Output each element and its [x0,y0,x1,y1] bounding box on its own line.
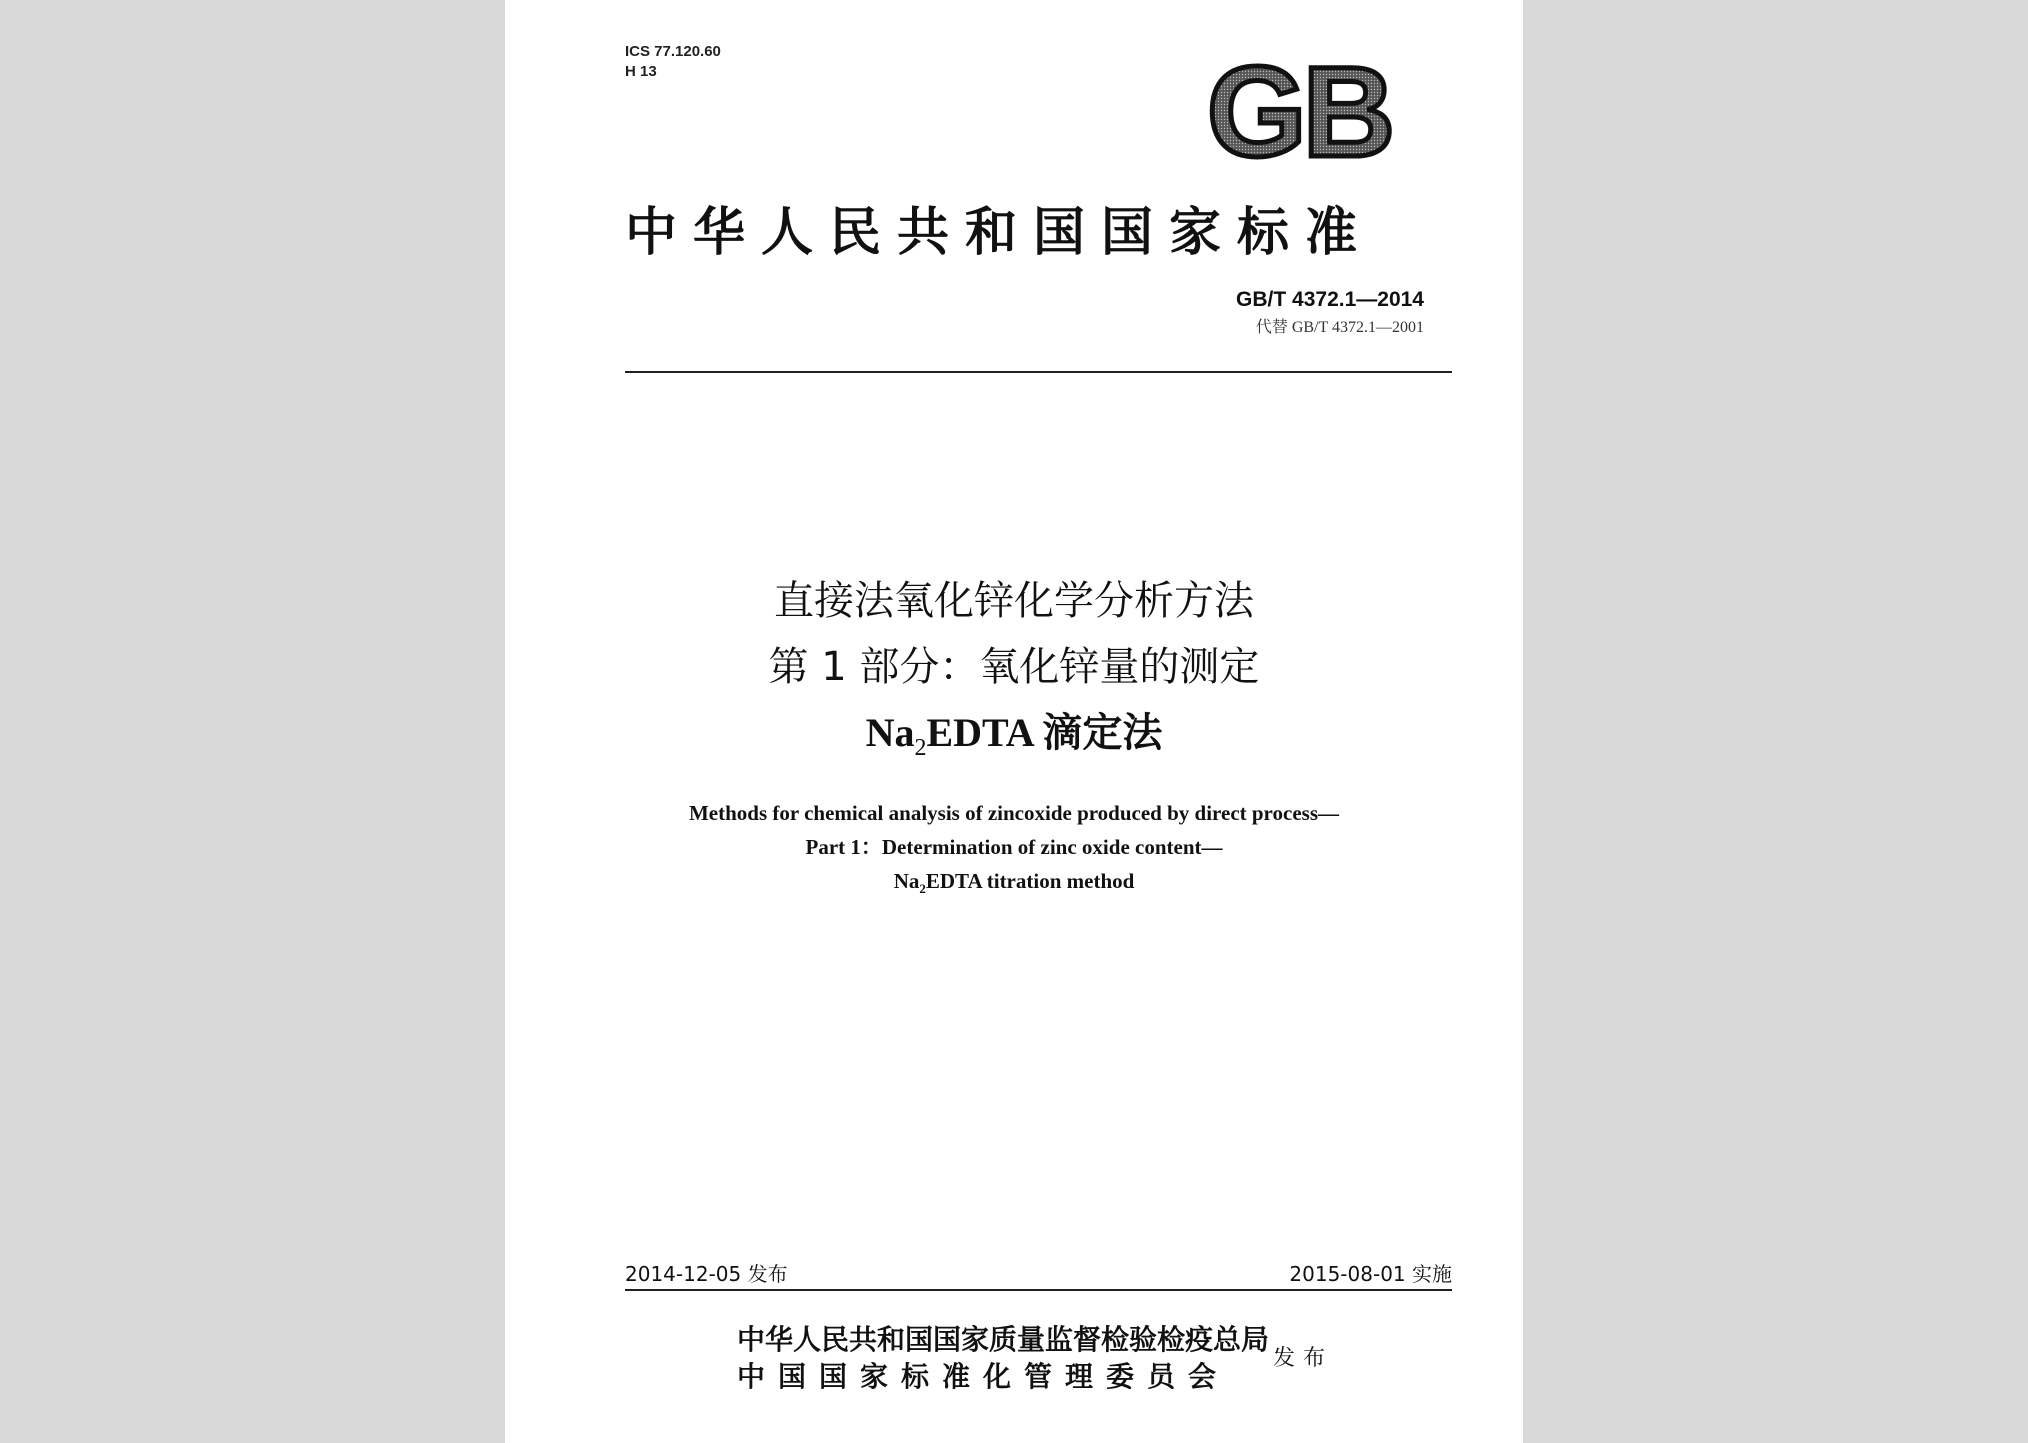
footer-divider [625,1289,1452,1291]
classification-codes [625,42,721,82]
issuer-aqsiq: 中华人民共和国国家质量监督检验检疫总局 [737,1323,1270,1356]
english-title-line-3-suffix: EDTA titration method [925,869,1135,893]
english-title-line-1: Methods for chemical analysis of zincoxide produced by direct process— [688,801,1339,825]
gb-logo-letters: GB [1207,52,1391,166]
chinese-title-line-1: 直接法氧化锌化学分析方法 [774,578,1254,624]
national-standard-title: 中华人民共和国国家标准 [625,202,1374,263]
header-divider [625,371,1452,373]
ics-code: ICS 77.120.60 [625,43,721,60]
ccs-code: H 13 [625,63,657,80]
document-cover-page [505,0,1523,1443]
chinese-title-line-3 [505,700,1523,781]
standard-number: GB/T 4372.1—2014 [1236,288,1424,311]
gb-logo [1193,52,1405,166]
chinese-title [505,568,1523,781]
english-title [505,796,1523,906]
issued-by-label: 发布 [1273,1346,1334,1371]
chinese-title-line-3-suffix: EDTA 滴定法 [926,710,1163,755]
english-title-line-2: Part 1：Determination of zinc oxide content— [805,835,1223,859]
issuing-authorities [737,1321,1269,1395]
english-title-line-3-prefix: Na [893,869,920,893]
chinese-title-line-2: 第 1 部分：氧化锌量的测定 [768,644,1260,690]
chinese-title-line-3-prefix: Na [865,710,915,755]
english-title-line-3-subscript: 2 [919,881,926,897]
english-title-line-3 [505,864,1523,906]
issuer-sac: 中国国家标准化管理委员会 [737,1360,1230,1393]
chinese-title-line-3-subscript: 2 [914,735,927,761]
implementation-date: 2015-08-01 实施 [1289,1262,1452,1286]
replaces-standard: 代替 GB/T 4372.1—2001 [1255,319,1424,336]
issue-date: 2014-12-05 发布 [625,1262,788,1286]
